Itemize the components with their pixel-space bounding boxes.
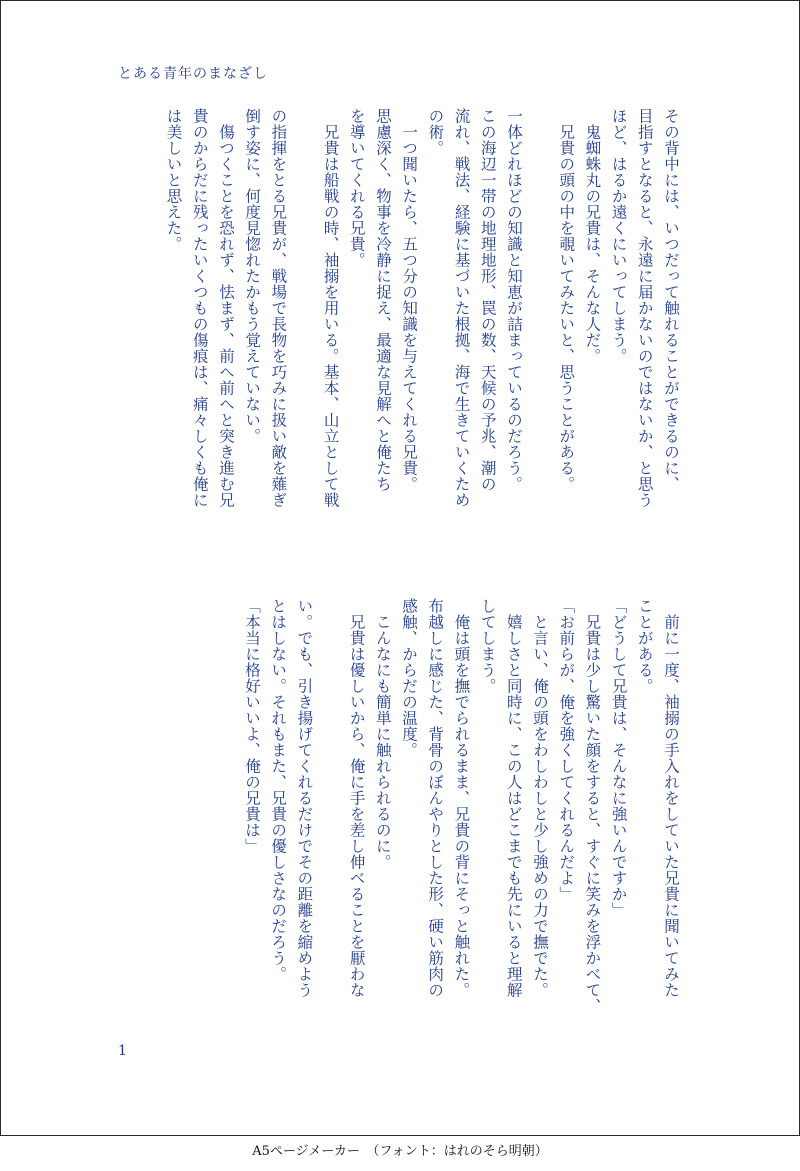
text-line: 流れ、戦法、経験に基づいた根拠、海で生きていくため [452, 108, 471, 508]
text-line: の指揮をとる兄貴が、戦場で長物を巧みに扱い敵を薙ぎ [269, 108, 288, 508]
text-line: 倒す姿に、何度見惚れたかもう覚えていない。 [243, 108, 262, 444]
text-line: は美しいと思えた。 [164, 108, 183, 252]
text-line: 前に一度、袖搦の手入れをしていた兄貴に聞いてみた [662, 598, 680, 998]
text-line: 俺は頭を撫でられるまま、兄貴の背にそっと触れた。 [452, 598, 471, 998]
text-line: 兄貴は優しいから、俺に手を差し伸べることを厭わな [347, 598, 366, 998]
text-line: 「お前らが、俺を強くしてくれるんだよ」 [557, 598, 576, 902]
text-line: 一つ聞いたら、五つ分の知識を与えてくれる兄貴。 [400, 108, 419, 492]
text-line: ほど、はるか遠くにいってしまう。 [609, 108, 628, 364]
text-line: この海辺一帯の地理地形、罠の数、天候の予兆、潮の [478, 108, 497, 492]
text-line: その背中には、いつだって触れることができるのに、 [662, 108, 680, 492]
text-line: 傷つくことを恐れず、怯まず、前へ前へと突き進む兄 [216, 108, 235, 508]
text-line: 兄貴は少し驚いた顔をすると、すぐに笑みを浮かべて、 [583, 598, 602, 1014]
footer-caption: A5ページメーカー （フォント：はれのそら明朝） [252, 1144, 548, 1159]
text-line: ことがある。 [635, 598, 654, 694]
lower-text-block [239, 598, 684, 1028]
text-line: の術。 [426, 108, 445, 156]
text-line: 一体どれほどの知識と知恵が詰まっているのだろう。 [504, 108, 523, 492]
text-line: と言い、俺の頭をわしわしと少し強めの力で撫でた。 [530, 598, 549, 998]
text-line: 思慮深く、物事を冷静に捉え、最適な見解へと俺たち [373, 108, 392, 492]
text-line: 感触、からだの温度。 [399, 598, 418, 758]
text-line: 兄貴は船戦の時、袖搦を用いる。基本、山立として戦 [321, 108, 340, 508]
text-line: 貴のからだに残ったいくつもの傷痕は、痛々しくも俺に [190, 108, 209, 508]
text-line: 布越しに感じた、背骨のぼんやりとした形、硬い筋肉の [426, 598, 445, 998]
text-line: こんなにも簡単に触れられるのに。 [373, 598, 392, 870]
text-line: 「本当に格好いいよ、俺の兄貴は」 [242, 598, 261, 854]
text-line: 目指すとなると、永遠に届かないのではないか、と思う [635, 108, 654, 508]
page-title: とある青年のまなざし [118, 66, 268, 82]
text-line: 「どうして兄貴は、そんなに強いんですか」 [609, 598, 628, 918]
text-line: 鬼蜘蛛丸の兄貴は、そんな人だ。 [583, 108, 602, 364]
text-line: とはしない。それもまた、兄貴の優しさなのだろう。 [269, 598, 288, 982]
page-number: 1 [118, 1043, 127, 1059]
text-line: を導いてくれる兄貴。 [347, 108, 366, 268]
text-line: 兄貴の頭の中を覗いてみたいと、思うことがある。 [557, 108, 576, 492]
text-line: 嬉しさと同時に、この人はどこまでも先にいると理解 [504, 598, 523, 998]
text-line: い。でも、引き揚げてくれるだけでその距離を縮めよう [295, 598, 314, 998]
text-line: してしまう。 [478, 598, 497, 694]
upper-text-block [160, 108, 684, 576]
